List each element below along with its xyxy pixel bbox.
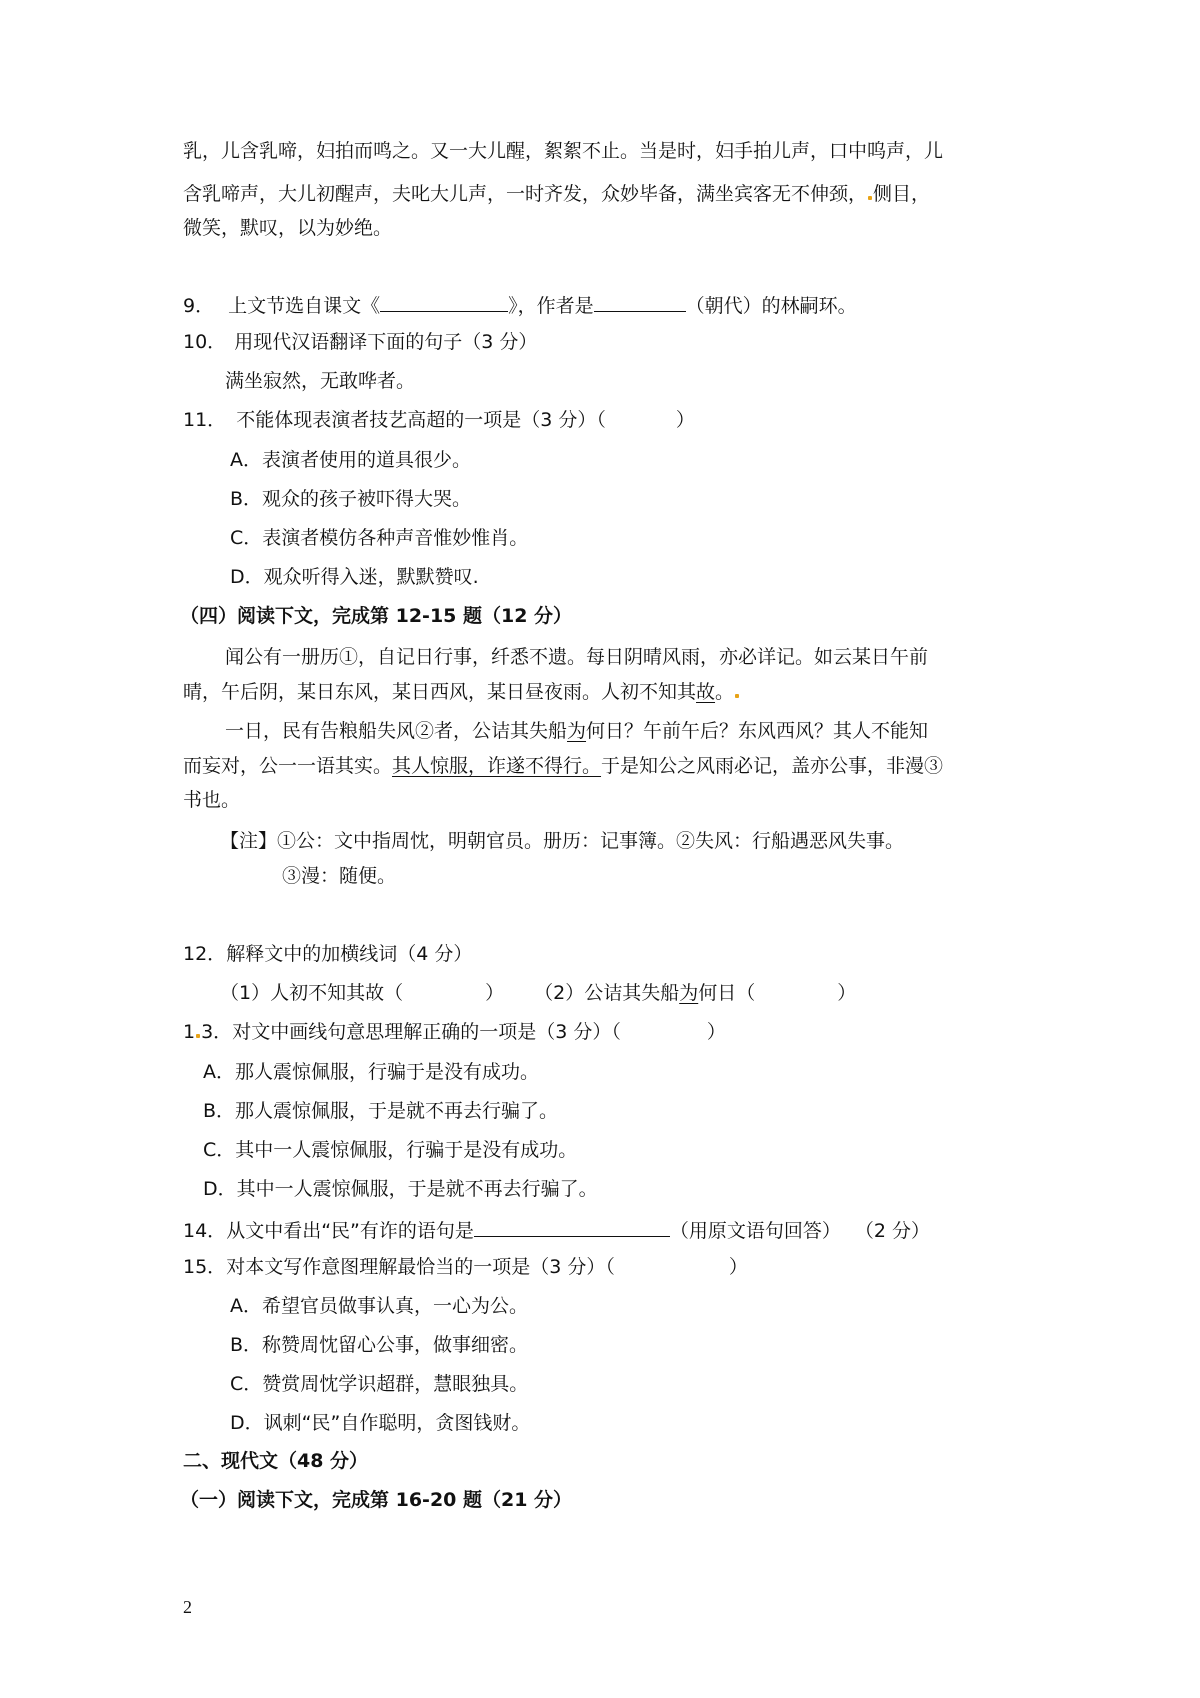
question-13: 1 3．对文中画线句意思理解正确的一项是（3 分）（ ） <box>183 1021 726 1043</box>
option-11-d: D．观众听得入迷，默默赞叹. <box>230 566 479 588</box>
section-4-p2-line1: 一日，民有告粮船失风②者，公诘其失船为何日？午前午后？东风西风？其人不能知 <box>225 720 929 742</box>
question-15: 15．对本文写作意图理解最恰当的一项是（3 分）（ ） <box>183 1256 748 1278</box>
blank-lesson-title[interactable] <box>380 289 508 312</box>
section-4-p2-line3: 书也。 <box>183 789 241 811</box>
marker-dot <box>735 694 739 698</box>
marker-dot <box>868 196 872 200</box>
section-4-heading: （四）阅读下文，完成第 12-15 题（12 分） <box>180 605 573 627</box>
section-4-p1-line1: 闻公有一册历①，自记日行事，纤悉不遗。每日阴晴风雨，亦必详记。如云某日午前 <box>225 646 929 668</box>
question-14: 14．从文中看出“民”有诈的语句是 （用原文语句回答） （2 分） <box>183 1214 930 1245</box>
question-9: 9． 上文节选自课文《 》，作者是 （朝代）的林嗣环。 <box>183 289 857 320</box>
question-12-subs: （1）人初不知其故（ ） （2）公诘其失船为何日（ ） <box>220 982 857 1004</box>
marker-dot <box>196 1034 200 1038</box>
option-15-d: D．讽刺“民”自作聪明，贪图钱财。 <box>230 1412 531 1434</box>
section-4-p2-line2: 而妄对，公一一语其实。其人惊服，诈遂不得行。于是知公之风雨必记，盖亦公事，非漫③ <box>183 755 944 777</box>
question-11: 11． 不能体现表演者技艺高超的一项是（3 分）（ ） <box>183 409 695 431</box>
option-15-b: B．称赞周忱留心公事，做事细密。 <box>230 1334 529 1356</box>
option-13-c: C．其中一人震惊佩服，行骗于是没有成功。 <box>203 1139 578 1161</box>
option-11-b: B．观众的孩子被吓得大哭。 <box>230 488 472 510</box>
option-15-a: A．希望官员做事认真，一心为公。 <box>230 1295 529 1317</box>
section-2-heading: 二、现代文（48 分） <box>183 1450 369 1472</box>
question-10-sentence: 满坐寂然，无敢哗者。 <box>225 370 416 392</box>
question-12: 12．解释文中的加横线词（4 分） <box>183 943 473 965</box>
option-11-a: A．表演者使用的道具很少。 <box>230 449 472 471</box>
underlined-sentence: 其人惊服，诈遂不得行。 <box>392 755 602 777</box>
option-11-c: C．表演者模仿各种声音惟妙惟肖。 <box>230 527 529 549</box>
section-4-note-2: ③漫：随便。 <box>282 865 397 887</box>
option-13-b: B．那人震惊佩服，于是就不再去行骗了。 <box>203 1100 559 1122</box>
option-15-c: C．赞赏周忱学识超群，慧眼独具。 <box>230 1373 529 1395</box>
section-4-note-1: 【注】①公：文中指周忱，明朝官员。册历：记事簿。②失风：行船遇恶风失事。 <box>220 830 905 852</box>
option-13-a: A．那人震惊佩服，行骗于是没有成功。 <box>203 1061 540 1083</box>
underlined-word-gu: 故 <box>696 681 716 703</box>
page-number: 2 <box>183 1597 192 1617</box>
option-13-d: D．其中一人震惊佩服，于是就不再去行骗了。 <box>203 1178 598 1200</box>
passage-line-3: 微笑，默叹，以为妙绝。 <box>183 217 393 239</box>
blank-answer-14[interactable] <box>474 1214 670 1237</box>
question-10: 10． 用现代汉语翻译下面的句子（3 分） <box>183 331 538 353</box>
section-2-sub-heading: （一）阅读下文，完成第 16-20 题（21 分） <box>180 1489 573 1511</box>
passage-line-1: 乳，儿含乳啼，妇拍而鸣之。又一大儿醒，絮絮不止。当是时，妇手拍儿声，口中呜声，儿 <box>183 140 944 162</box>
blank-dynasty[interactable] <box>594 289 686 312</box>
underlined-word-wei: 为 <box>679 982 699 1004</box>
section-4-p1-line2: 晴，午后阴，某日东风，某日西风，某日昼夜雨。人初不知其故。 <box>183 678 740 706</box>
underlined-word-wei: 为 <box>567 720 587 742</box>
passage-line-2: 含乳啼声，大儿初醒声，夫叱大儿声，一时齐发，众妙毕备，满坐宾客无不伸颈， 侧目， <box>183 183 931 205</box>
